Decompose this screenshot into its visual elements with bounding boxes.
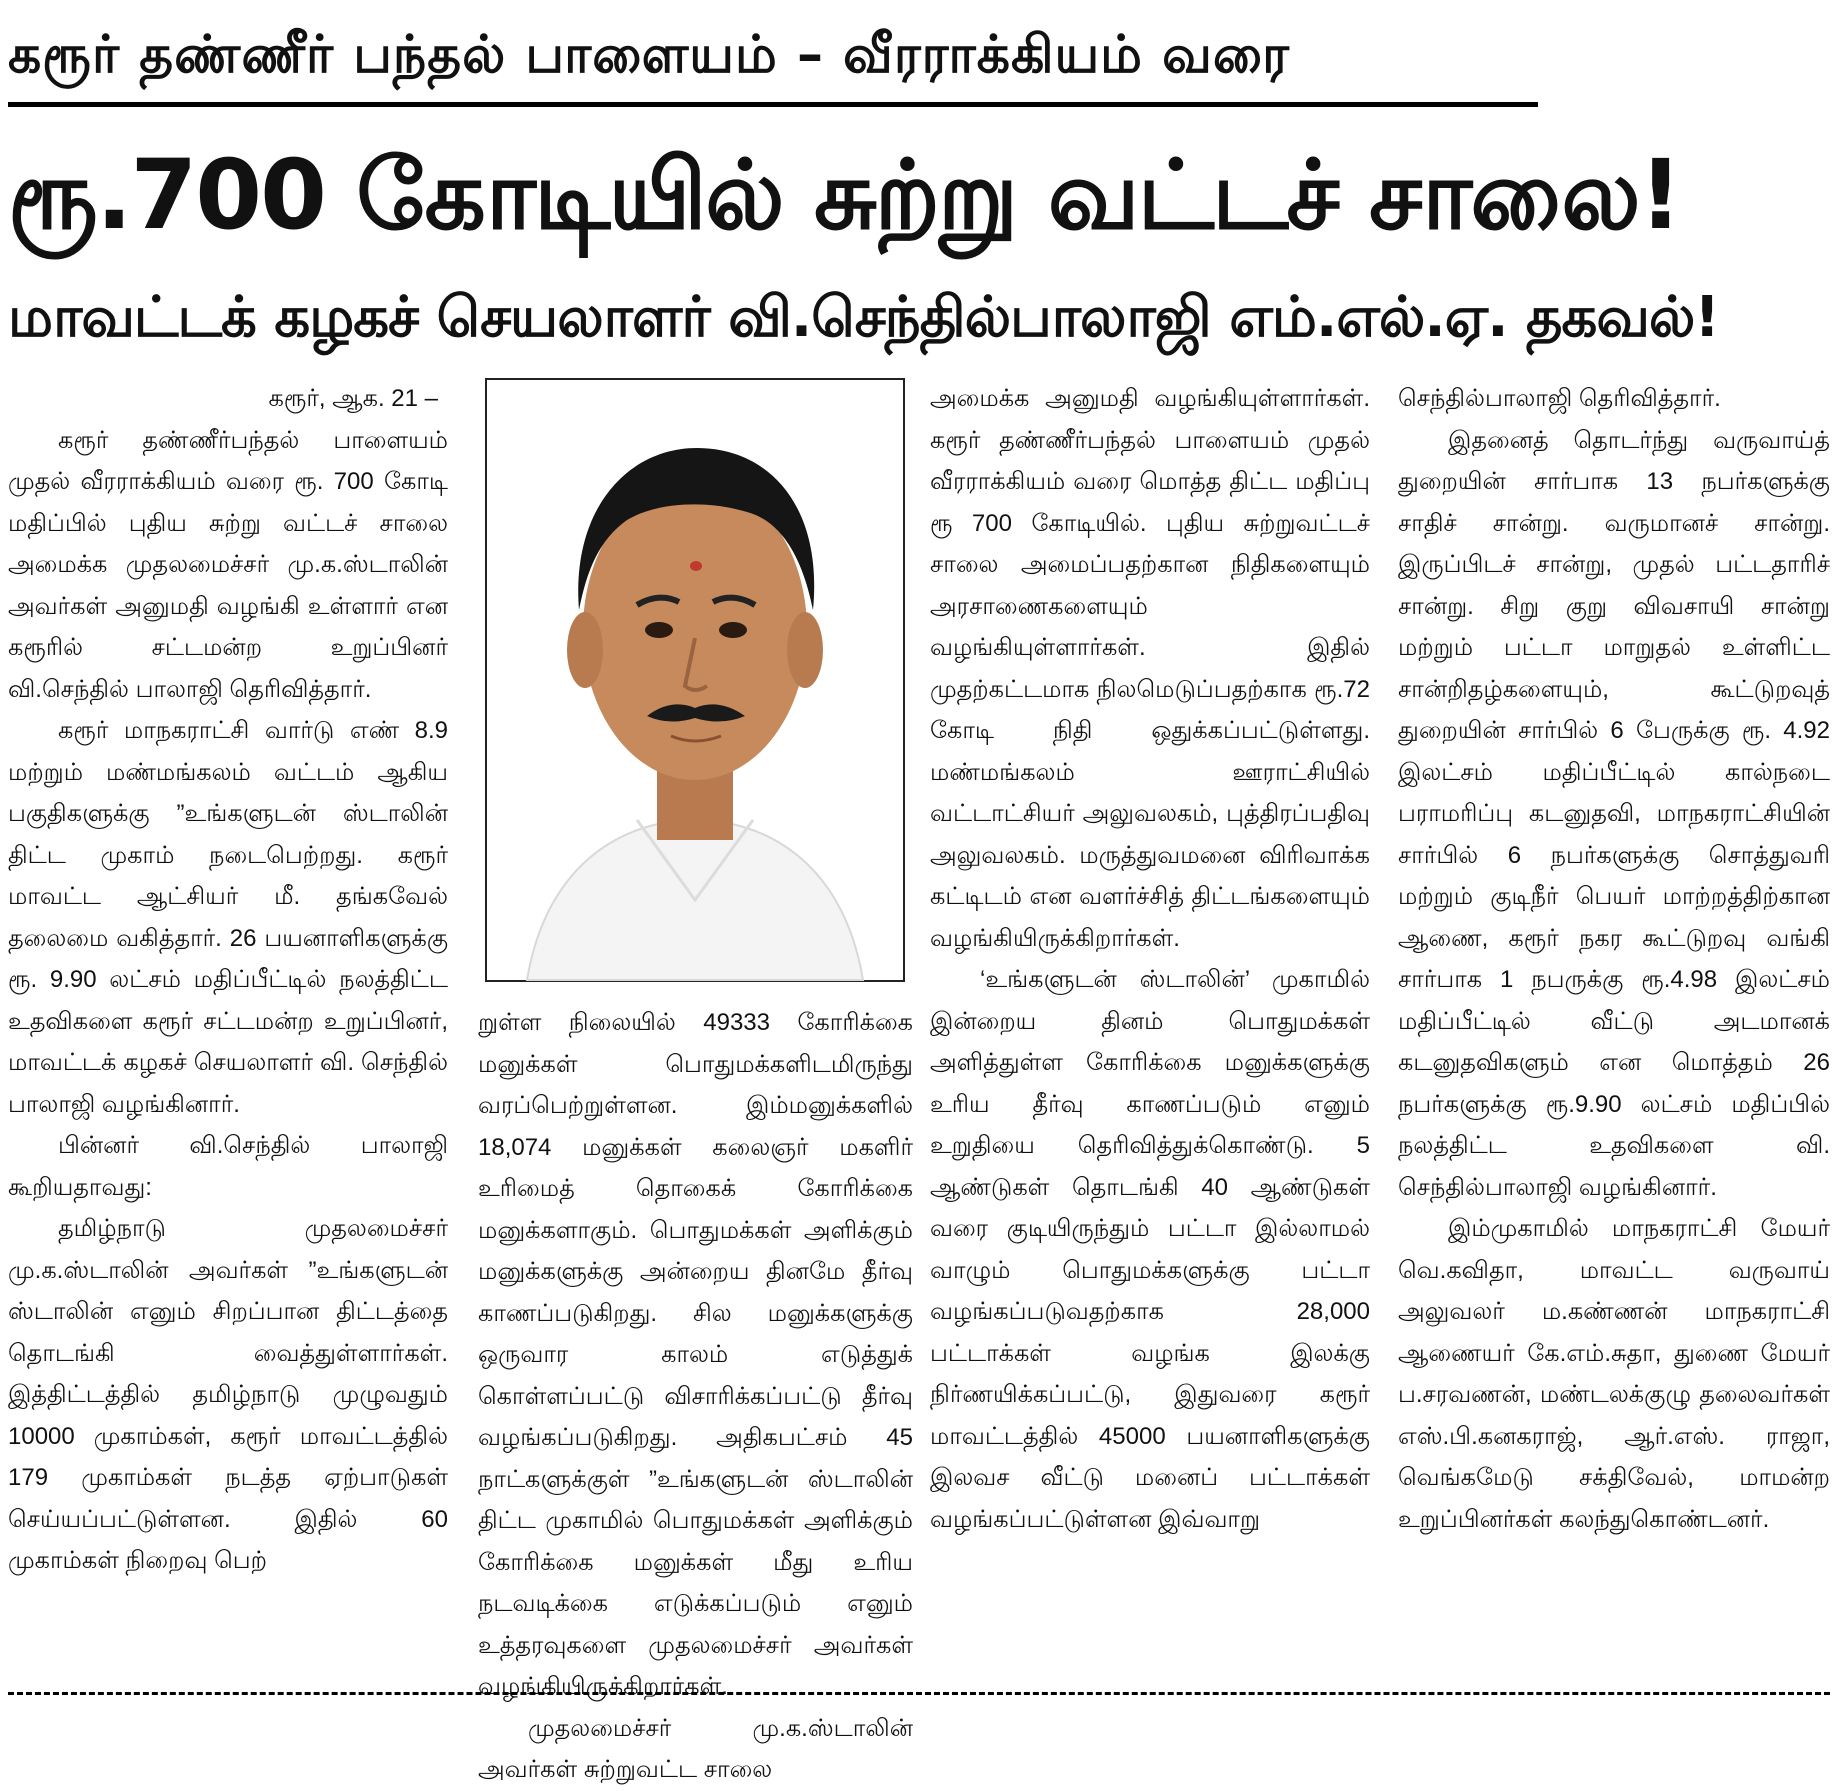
article-headline: ரூ.700 கோடியில் சுற்று வட்டச் சாலை! xyxy=(8,139,1681,251)
article-column-1 xyxy=(8,378,448,1668)
paragraph: பின்னர் வி.செந்தில் பாலாஜி கூறியதாவது: xyxy=(8,1132,448,1201)
paragraph: றுள்ள நிலையில் 49333 கோரிக்கை மனுக்கள் பொதுமக்களிடமிருந்து வரப்பெற்றுள்ளன. இம்மனுக்களில் 18,074 மனுக்கள் கலைஞர் மகளிர் உரிமைத் தொகைக் கோரிக்கை மனுக்களாகும். பொதுமக்கள் அளிக்கும் மனுக்களுக்கு அன்றைய தினமே தீர்வு காணப்படுகிறது. சில மனுக்களுக்கு ஒருவார காலம் எடுத்துக் கொள்ளப்பட்டு விசாரிக்கப்பட்டு தீர்வு வழங்கப்படுகிறது. அதிகபட்சம் 45 நாட்களுக்குள் ”உங்களுடன் ஸ்டாலின் திட்ட முகாமில் பொதுமக்கள் அளிக்கும் கோரிக்கை மனுக்கள் மீது உரிய நடவடிக்கை எடுக்கப்படும் எனும் உத்தரவுகளை முதலமைச்சர் அவர்கள் வழங்கியிருக்கிறார்கள். xyxy=(478,1009,913,1700)
article-column-3 xyxy=(930,378,1370,1668)
paragraph: அமைக்க அனுமதி வழங்கியுள்ளார்கள். கரூர் தண்ணீர்பந்தல் பாளையம் முதல் வீரராக்கியம் வரை மொத்த திட்ட மதிப்பு ரூ 700 கோடியில். புதிய சுற்றுவட்டச் சாலை அமைப்பதற்கான நிதிகளையும் அரசாணைகளையும் வழங்கியுள்ளார்கள். இதில் முதற்கட்டமாக நிலமெடுப்பதற்காக ரூ.72 கோடி நிதி ஒதுக்கப்பட்டுள்ளது. மண்மங்கலம் ஊராட்சியில் வட்டாட்சியர் அலுவலகம், புத்திரப்பதிவு அலுவலகம். மருத்துவமனை விரிவாக்க கட்டிடம் என வளர்ச்சித் திட்டங்களையும் வழங்கியிருக்கிறார்கள். xyxy=(930,385,1370,952)
paragraph: தமிழ்நாடு முதலமைச்சர் மு.க.ஸ்டாலின் அவர்கள் ”உங்களுடன் ஸ்டாலின் எனும் சிறப்பான திட்டத்தை தொடங்கி வைத்துள்ளார்கள். இத்திட்டத்தில் தமிழ்நாடு முழுவதும் 10000 முகாம்கள், கரூர் மாவட்டத்தில் 179 முகாம்கள் நடத்த ஏற்பாடுகள் செய்யப்பட்டுள்ளன. இதில் 60 முகாம்கள் நிறைவு பெற் xyxy=(8,1215,448,1574)
portrait-illustration xyxy=(487,380,903,980)
article-kicker: கரூர் தண்ணீர் பந்தல் பாளையம் – வீரராக்கியம் வரை xyxy=(8,8,1538,107)
paragraph: முதலமைச்சர் மு.க.ஸ்டாலின் அவர்கள் சுற்றுவட்ட சாலை xyxy=(478,1714,913,1783)
paragraph: செந்தில்பாலாஜி தெரிவித்தார். xyxy=(1398,385,1721,412)
paragraph: இம்முகாமில் மாநகராட்சி மேயர் வெ.கவிதா, மாவட்ட வருவாய் அலுவலர் ம.கண்ணன் மாநகராட்சி ஆணையர் கே.எம்.சுதா, துணை மேயர் ப.சரவணன், மண்டலக்குழு தலைவர்கள் எஸ்.பி.கனகராஜ், ஆர்.எஸ். ராஜா, வெங்கமேடு சக்திவேல், மாமன்ற உறுப்பினர்கள் கலந்துகொண்டனர். xyxy=(1398,1215,1830,1533)
dateline: கரூர், ஆக. 21 – xyxy=(268,385,438,412)
article-subheadline: மாவட்டக் கழகச் செயலாளர் வி.செந்தில்பாலாஜி எம்.எல்.ஏ. தகவல்! xyxy=(8,285,1719,350)
paragraph: ‘உங்களுடன் ஸ்டாலின்’ முகாமில் இன்றைய தினம் பொதுமக்கள் அளித்துள்ள கோரிக்கை மனுக்களுக்கு உரிய தீர்வு காணப்படும் எனும் உறுதியை தெரிவித்துக்கொண்டு. 5 ஆண்டுகள் தொடங்கி 40 ஆண்டுகள் வரை குடியிருந்தும் பட்டா இல்லாமல் வாழும் பொதுமக்களுக்கு பட்டா வழங்கப்படுவதற்காக 28,000 பட்டாக்கள் வழங்க இலக்கு நிர்ணயிக்கப்பட்டு, இதுவரை கரூர் மாவட்டத்தில் 45000 பயனாளிகளுக்கு இலவச வீட்டு மனைப் பட்டாக்கள் வழங்கப்பட்டுள்ளன இவ்வாறு xyxy=(930,966,1370,1533)
paragraph: கரூர் தண்ணீர்பந்தல் பாளையம் முதல் வீரராக்கியம் வரை ரூ. 700 கோடி மதிப்பில் புதிய சுற்று வட்டச் சாலை அமைக்க முதலமைச்சர் மு.க.ஸ்டாலின் அவர்கள் அனுமதி வழங்கி உள்ளார் என கரூரில் சட்டமன்ற உறுப்பினர் வி.செந்தில் பாலாஜி தெரிவித்தார். xyxy=(8,426,448,703)
bottom-dashed-rule xyxy=(8,1692,1830,1695)
portrait-photo xyxy=(485,378,905,982)
paragraph: கரூர் மாநகராட்சி வார்டு எண் 8.9 மற்றும் மண்மங்கலம் வட்டம் ஆகிய பகுதிகளுக்கு ”உங்களுடன் ஸ்டாலின் திட்ட முகாம் நடைபெற்றது. கரூர் மாவட்ட ஆட்சியர் மீ. தங்கவேல் தலைமை வகித்தார். 26 பயனாளிகளுக்கு ரூ. 9.90 லட்சம் மதிப்பீட்டில் நலத்திட்ட உதவிகளை கரூர் சட்டமன்ற உறுப்பினர், மாவட்டக் கழகச் செயலாளர் வி. செந்தில் பாலாஜி வழங்கினார். xyxy=(8,717,448,1118)
article-column-4 xyxy=(1398,378,1830,1668)
paragraph: இதனைத் தொடர்ந்து வருவாய்த் துறையின் சார்பாக 13 நபர்களுக்கு சாதிச் சான்று. வருமானச் சான்று. இருப்பிடச் சான்று, முதல் பட்டதாரிச் சான்று. சிறு குறு விவசாயி சான்று மற்றும் பட்டா மாறுதல் உள்ளிட்ட சான்றிதழ்களையும், கூட்டுறவுத் துறையின் சார்பில் 6 பேருக்கு ரூ. 4.92 இலட்சம் மதிப்பீட்டில் கால்நடை பராமரிப்பு கடனுதவி, மாநகராட்சியின் சார்பில் 6 நபர்களுக்கு சொத்துவரி மற்றும் குடிநீர் பெயர் மாற்றத்திற்கான ஆணை, கரூர் நகர கூட்டுறவு வங்கி சார்பாக 1 நபருக்கு ரூ.4.98 இலட்சம் மதிப்பீட்டில் வீட்டு அடமானக் கடனுதவிகளும் என மொத்தம் 26 நபர்களுக்கு ரூ.9.90 லட்சம் மதிப்பில் நலத்திட்ட உதவிகளை வி. செந்தில்பாலாஜி வழங்கினார். xyxy=(1398,426,1830,1201)
article-column-2 xyxy=(478,1002,913,1783)
